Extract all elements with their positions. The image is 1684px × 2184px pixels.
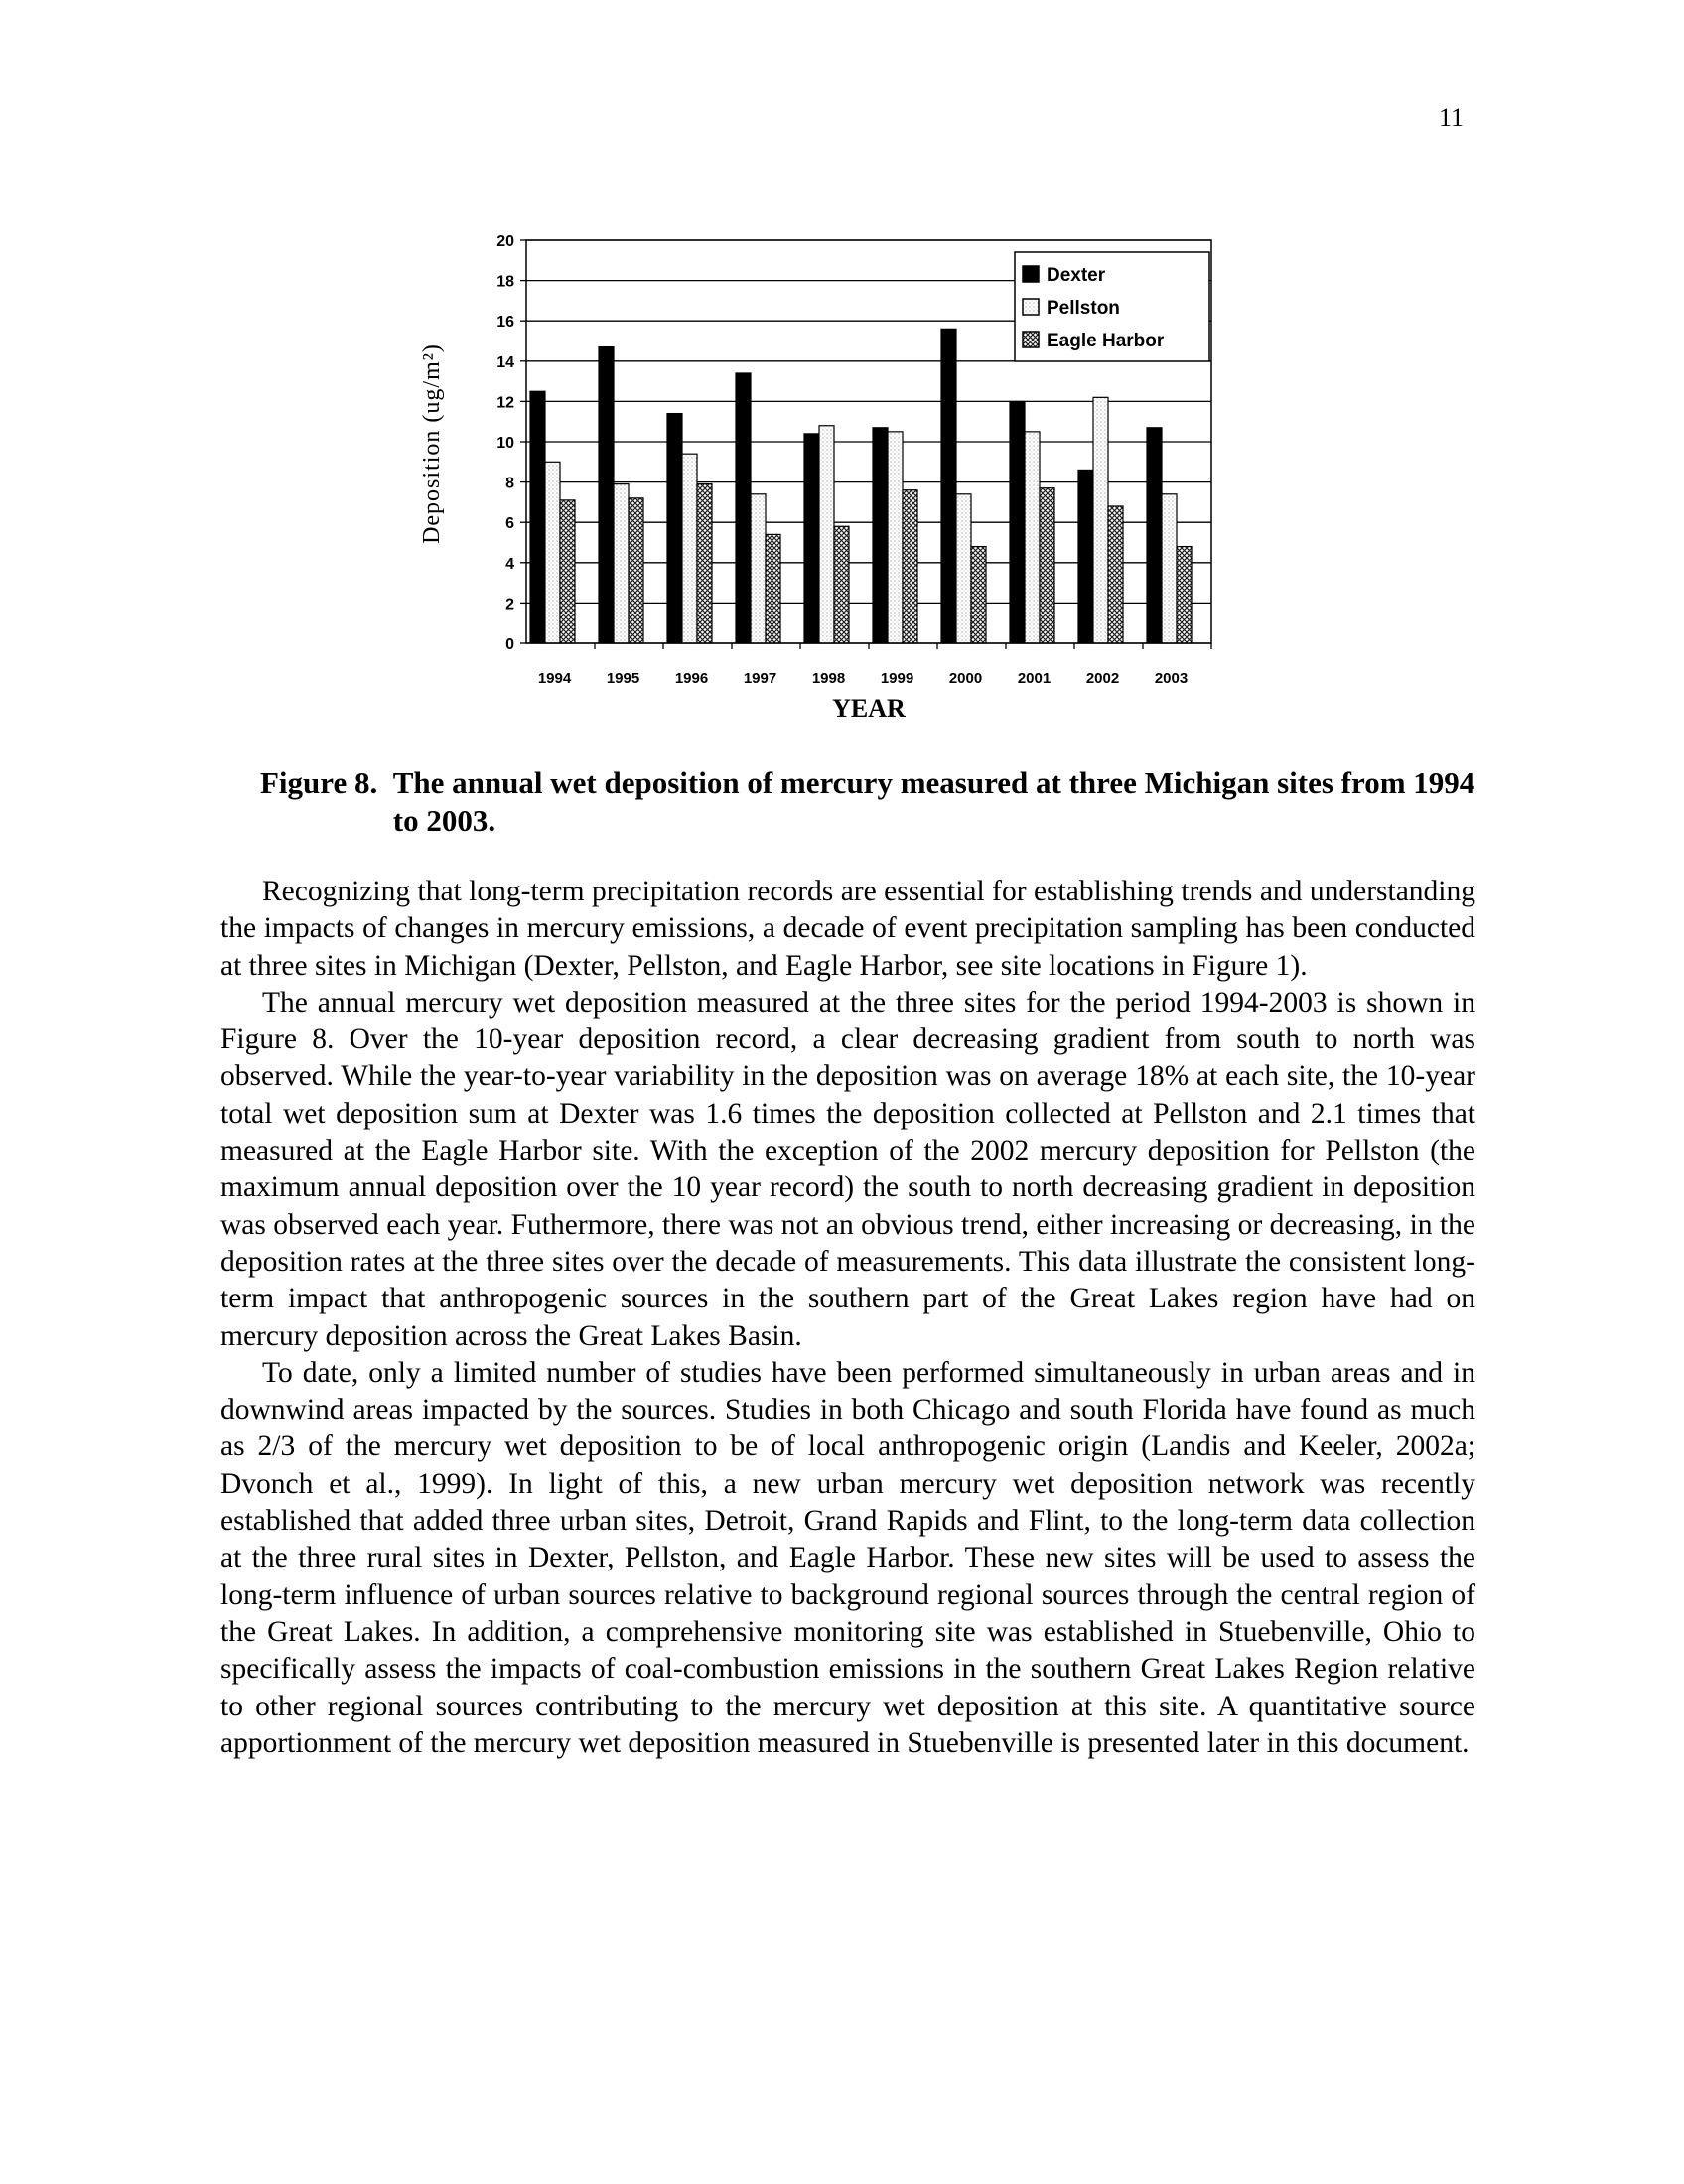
bar-dexter-1995 (599, 347, 614, 643)
bar-pellston-1997 (751, 494, 766, 643)
legend-swatch-pellston (1023, 299, 1039, 315)
y-tick-label: 12 (496, 394, 514, 412)
legend-label-eagle-harbor: Eagle Harbor (1047, 331, 1165, 351)
paragraph-3: To date, only a limited number of studies have been performed simultaneously in urban areas and in downwind areas impacted by the sources. Studies in both Chicago and south Florida have found as much as 2/3 of the mercury wet deposition to be of local anthropogenic origin (Landis and Keeler, 2002a; Dvonch et al., 1999). In light of this, a new urban mercury wet deposition network was recently established that added three urban sites, Detroit, Grand Rapids and Flint, to the long-term data collection at the three rural sites in Dexter, Pellston, and Eagle Harbor. These new sites will be used to assess the long-term influence of urban sources relative to background regional sources through the central region of the Great Lakes. In addition, a comprehensive monitoring site was established in Stuebenville, Ohio to specifically assess the impacts of coal-combustion emissions in the southern Great Lakes Region relative to other regional sources contributing to the mercury wet deposition at this site. A quantitative source apportionment of the mercury wet deposition measured in Stuebenville is presented later in this document. (220, 1356, 1475, 1759)
x-axis-label: YEAR (832, 694, 906, 723)
y-tick-label: 16 (496, 314, 514, 332)
bar-dexter-1997 (736, 373, 751, 643)
bar-eagle-harbor-2001 (1040, 488, 1054, 643)
bar-dexter-1999 (873, 428, 888, 643)
x-tick-label: 1994 (537, 670, 572, 687)
x-tick-label: 1999 (880, 670, 914, 687)
bar-eagle-harbor-2002 (1108, 506, 1123, 643)
y-tick-label: 6 (505, 515, 514, 533)
bar-eagle-harbor-1994 (560, 500, 575, 643)
bar-dexter-1994 (530, 391, 545, 643)
x-tick-label: 1997 (743, 670, 777, 687)
x-tick-label: 2001 (1017, 670, 1052, 687)
body-text (220, 874, 1475, 1762)
legend-swatch-dexter (1023, 266, 1039, 282)
bar-dexter-2003 (1147, 428, 1162, 643)
bar-pellston-2001 (1025, 432, 1040, 643)
y-tick-label: 0 (505, 636, 514, 653)
bar-pellston-1995 (614, 484, 629, 643)
legend-label-dexter: Dexter (1047, 265, 1106, 286)
bar-eagle-harbor-1997 (766, 534, 780, 643)
figure-caption-text: The annual wet deposition of mercury measured at three Michigan sites from 1994 to 2003. (392, 765, 1475, 838)
bar-pellston-1994 (545, 462, 560, 643)
bar-dexter-2001 (1010, 401, 1025, 643)
y-tick-label: 10 (496, 435, 514, 452)
y-tick-label: 4 (505, 555, 514, 573)
bar-eagle-harbor-2000 (971, 547, 986, 643)
bar-eagle-harbor-1999 (903, 490, 917, 643)
paragraph-1: Recognizing that long-term precipitation records are essential for establishing trends and understanding the impacts of changes in mercury emissions, a decade of event precipitation sampling has been conducted at three sites in Michigan (Dexter, Pellston, and Eagle Harbor, see site locations in Figure 1). (220, 876, 1475, 982)
bar-pellston-1996 (682, 454, 697, 643)
y-tick-label: 8 (505, 475, 514, 492)
y-tick-label: 18 (496, 273, 514, 291)
figure-caption (260, 764, 1481, 840)
x-tick-label: 2002 (1085, 670, 1120, 687)
bar-eagle-harbor-1995 (629, 498, 643, 643)
legend-swatch-eagle-harbor (1023, 332, 1039, 347)
bar-pellston-2003 (1162, 494, 1177, 643)
bar-pellston-1998 (819, 426, 834, 643)
bar-dexter-2000 (941, 329, 956, 643)
bar-pellston-1999 (888, 432, 903, 643)
x-tick-label: 2003 (1154, 670, 1189, 687)
bar-pellston-2002 (1093, 397, 1108, 643)
bar-dexter-1998 (804, 434, 819, 643)
deposition-bar-chart (417, 230, 1231, 737)
bar-eagle-harbor-1998 (834, 526, 849, 643)
y-axis-label: Deposition (ug/m²) (419, 343, 445, 544)
legend-label-pellston: Pellston (1047, 298, 1120, 319)
x-tick-label: 1995 (606, 670, 640, 687)
bar-dexter-2002 (1078, 470, 1093, 643)
figure-label: Figure 8. (260, 765, 378, 800)
y-tick-label: 14 (496, 353, 514, 371)
x-tick-label: 1998 (811, 670, 846, 687)
page-number: 11 (1438, 103, 1464, 132)
paragraph-2: The annual mercury wet deposition measured at the three sites for the period 1994-2003 is shown in Figure 8. Over the 10-year deposition record, a clear decreasing gradient from south to north was observed. While the year-to-year variability in the deposition was on average 18% at each site, the 10-year total wet deposition sum at Dexter was 1.6 times the deposition collected at Pellston and 2.1 times that measured at the Eagle Harbor site. With the exception of the 2002 mercury deposition for Pellston (the maximum annual deposition over the 10 year record) the south to north decreasing gradient in deposition was observed each year. Futhermore, there was not an obvious trend, either increasing or decreasing, in the deposition rates at the three sites over the decade of measurements. This data illustrate the consistent long-term impact that anthropogenic sources in the southern part of the Great Lakes region have had on mercury deposition across the Great Lakes Basin. (220, 986, 1475, 1352)
bar-pellston-2000 (956, 494, 971, 643)
bar-eagle-harbor-2003 (1177, 547, 1192, 643)
x-tick-label: 1996 (674, 670, 709, 687)
bar-eagle-harbor-1996 (697, 484, 712, 643)
x-tick-label: 2000 (948, 670, 983, 687)
y-tick-label: 20 (496, 233, 514, 250)
bar-dexter-1996 (667, 414, 682, 643)
y-tick-label: 2 (505, 596, 514, 614)
